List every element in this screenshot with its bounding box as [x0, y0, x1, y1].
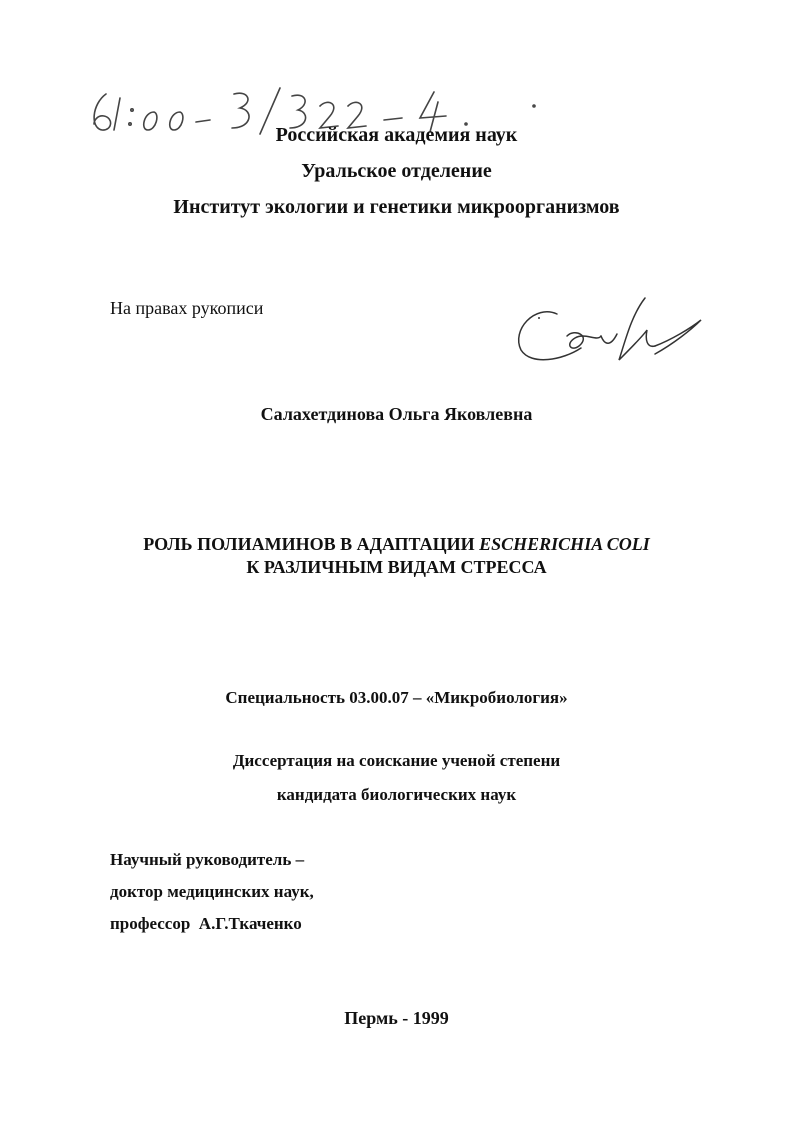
dissertation-line-2: кандидата биологических наук: [276, 785, 517, 804]
title-line-1: [0, 534, 793, 555]
advisor-degree: доктор медицинских наук,: [110, 882, 314, 901]
institution-institute: Институт экологии и генетики микроорганизмов: [173, 196, 620, 218]
place-year: Пермь - 1999: [344, 1008, 449, 1028]
title-organism: ESCHERICHIA COLI: [479, 534, 650, 554]
institution-branch: Уральское отделение: [301, 160, 492, 182]
dissertation-line-1: Диссертация на соискание ученой степени: [232, 751, 561, 770]
institution-academy: Российская академия наук: [275, 124, 518, 146]
advisor-name: профессор А.Г.Ткаченко: [110, 914, 302, 933]
author-name: Салахетдинова Ольга Яковлевна: [260, 404, 533, 424]
specialty: Специальность 03.00.07 – «Микробиология»: [225, 688, 568, 707]
title-line-2: К РАЗЛИЧНЫМ ВИДАМ СТРЕССА: [246, 557, 547, 577]
manuscript-note: На правах рукописи: [110, 298, 264, 318]
advisor-role: Научный руководитель –: [110, 850, 305, 869]
title-prefix: РОЛЬ ПОЛИАМИНОВ В АДАПТАЦИИ: [143, 534, 480, 554]
signature: [505, 290, 710, 380]
